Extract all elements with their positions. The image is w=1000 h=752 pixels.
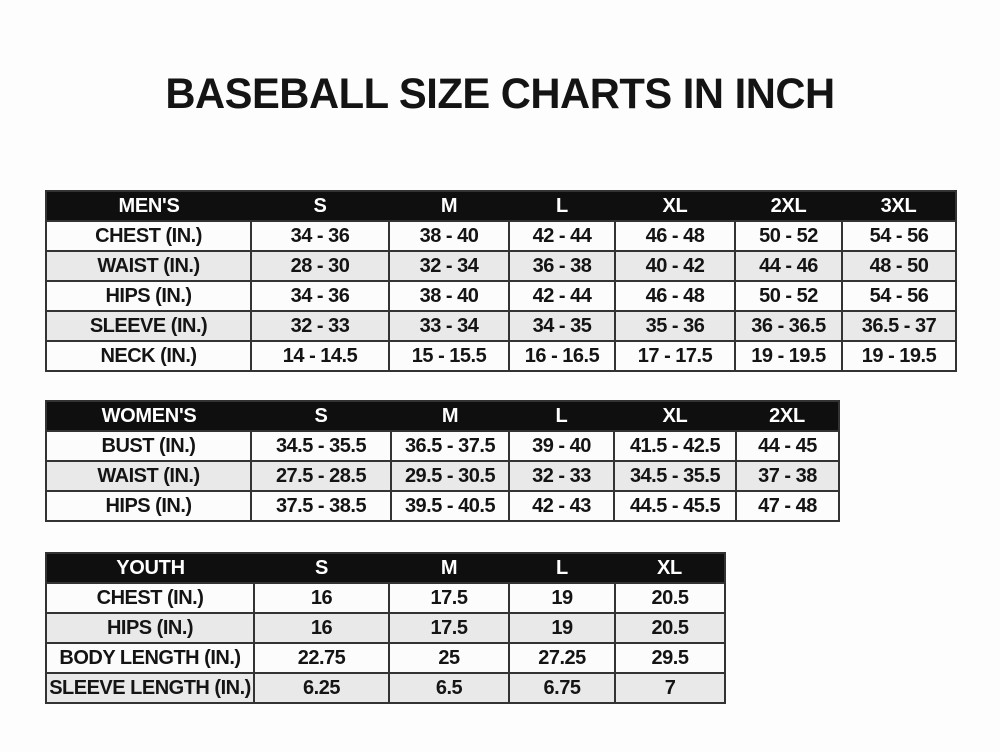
table-row: [46, 431, 839, 461]
size-value: 38 - 40: [389, 221, 509, 251]
size-value: 42 - 44: [509, 221, 615, 251]
size-column-header: S: [254, 553, 389, 583]
size-value: 16 - 16.5: [509, 341, 615, 371]
size-value: 19 - 19.5: [735, 341, 842, 371]
table-row: [46, 491, 839, 521]
measurement-label: HIPS (IN.): [46, 491, 251, 521]
table-row: [46, 341, 956, 371]
size-value: 29.5: [615, 643, 725, 673]
size-value: 40 - 42: [615, 251, 735, 281]
size-value: 6.75: [509, 673, 615, 703]
size-value: 46 - 48: [615, 221, 735, 251]
size-value: 19: [509, 613, 615, 643]
size-value: 47 - 48: [736, 491, 839, 521]
size-value: 36.5 - 37.5: [391, 431, 509, 461]
size-value: 29.5 - 30.5: [391, 461, 509, 491]
size-value: 34.5 - 35.5: [251, 431, 391, 461]
size-column-header: XL: [615, 191, 735, 221]
size-value: 50 - 52: [735, 221, 842, 251]
measurement-label: CHEST (IN.): [46, 583, 254, 613]
measurement-label: HIPS (IN.): [46, 613, 254, 643]
size-value: 7: [615, 673, 725, 703]
size-value: 42 - 43: [509, 491, 614, 521]
size-value: 6.5: [389, 673, 509, 703]
size-value: 44 - 45: [736, 431, 839, 461]
size-value: 27.5 - 28.5: [251, 461, 391, 491]
size-value: 20.5: [615, 613, 725, 643]
table-row: [46, 221, 956, 251]
size-column-header: 2XL: [735, 191, 842, 221]
size-value: 34 - 36: [251, 221, 389, 251]
size-value: 46 - 48: [615, 281, 735, 311]
size-value: 32 - 33: [251, 311, 389, 341]
table-row: [46, 613, 725, 643]
page-title: BASEBALL SIZE CHARTS IN INCH: [165, 70, 835, 118]
size-value: 37.5 - 38.5: [251, 491, 391, 521]
size-column-header: 3XL: [842, 191, 956, 221]
size-value: 38 - 40: [389, 281, 509, 311]
mens-header-row: [46, 191, 956, 221]
table-row: [46, 311, 956, 341]
size-value: 16: [254, 583, 389, 613]
table-row: [46, 673, 725, 703]
size-value: 15 - 15.5: [389, 341, 509, 371]
size-column-header: S: [251, 191, 389, 221]
size-column-header: XL: [614, 401, 736, 431]
size-value: 28 - 30: [251, 251, 389, 281]
size-value: 37 - 38: [736, 461, 839, 491]
size-value: 17.5: [389, 613, 509, 643]
mens-group-label: MEN'S: [46, 191, 251, 221]
size-column-header: L: [509, 401, 614, 431]
measurement-label: WAIST (IN.): [46, 461, 251, 491]
table-row: [46, 583, 725, 613]
size-column-header: M: [389, 553, 509, 583]
size-value: 17 - 17.5: [615, 341, 735, 371]
size-column-header: XL: [615, 553, 725, 583]
size-value: 36 - 36.5: [735, 311, 842, 341]
size-value: 6.25: [254, 673, 389, 703]
size-value: 16: [254, 613, 389, 643]
size-value: 14 - 14.5: [251, 341, 389, 371]
size-value: 19: [509, 583, 615, 613]
size-value: 27.25: [509, 643, 615, 673]
size-value: 20.5: [615, 583, 725, 613]
table-row: [46, 251, 956, 281]
measurement-label: BUST (IN.): [46, 431, 251, 461]
size-value: 39 - 40: [509, 431, 614, 461]
youth-group-label: YOUTH: [46, 553, 254, 583]
size-value: 36.5 - 37: [842, 311, 956, 341]
size-value: 19 - 19.5: [842, 341, 956, 371]
size-value: 44 - 46: [735, 251, 842, 281]
table-row: [46, 461, 839, 491]
size-value: 42 - 44: [509, 281, 615, 311]
table-row: [46, 281, 956, 311]
womens-group-label: WOMEN'S: [46, 401, 251, 431]
size-column-header: M: [389, 191, 509, 221]
size-value: 48 - 50: [842, 251, 956, 281]
measurement-label: WAIST (IN.): [46, 251, 251, 281]
youth-size-table: [45, 552, 726, 704]
size-value: 22.75: [254, 643, 389, 673]
size-value: 54 - 56: [842, 221, 956, 251]
size-value: 34 - 35: [509, 311, 615, 341]
size-value: 32 - 34: [389, 251, 509, 281]
size-value: 32 - 33: [509, 461, 614, 491]
womens-header-row: [46, 401, 839, 431]
measurement-label: SLEEVE LENGTH (IN.): [46, 673, 254, 703]
youth-header-row: [46, 553, 725, 583]
size-value: 36 - 38: [509, 251, 615, 281]
size-value: 17.5: [389, 583, 509, 613]
size-value: 33 - 34: [389, 311, 509, 341]
size-column-header: L: [509, 191, 615, 221]
womens-size-table: [45, 400, 840, 522]
table-row: [46, 643, 725, 673]
size-value: 54 - 56: [842, 281, 956, 311]
size-value: 39.5 - 40.5: [391, 491, 509, 521]
size-value: 50 - 52: [735, 281, 842, 311]
size-column-header: L: [509, 553, 615, 583]
size-column-header: 2XL: [736, 401, 839, 431]
size-value: 25: [389, 643, 509, 673]
size-column-header: S: [251, 401, 391, 431]
measurement-label: NECK (IN.): [46, 341, 251, 371]
size-value: 35 - 36: [615, 311, 735, 341]
measurement-label: BODY LENGTH (IN.): [46, 643, 254, 673]
measurement-label: HIPS (IN.): [46, 281, 251, 311]
size-value: 34 - 36: [251, 281, 389, 311]
size-column-header: M: [391, 401, 509, 431]
measurement-label: SLEEVE (IN.): [46, 311, 251, 341]
size-value: 41.5 - 42.5: [614, 431, 736, 461]
size-value: 44.5 - 45.5: [614, 491, 736, 521]
measurement-label: CHEST (IN.): [46, 221, 251, 251]
mens-size-table: [45, 190, 957, 372]
size-value: 34.5 - 35.5: [614, 461, 736, 491]
